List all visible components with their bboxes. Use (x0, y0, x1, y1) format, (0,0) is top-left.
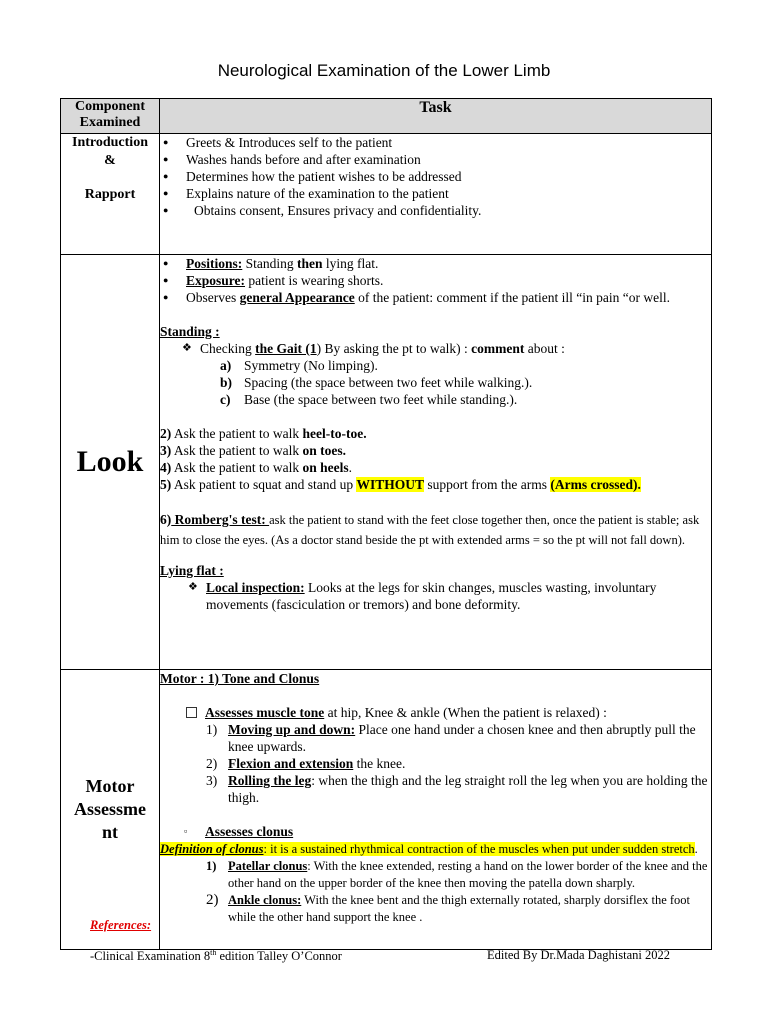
motor-task-cell (160, 670, 712, 950)
diamond-bullet-icon: ❖ (188, 581, 198, 593)
table-header-row (61, 99, 712, 134)
look-label: Look (61, 255, 160, 670)
reference-citation: -Clinical Examination 8th edition Talley O’Connor (90, 948, 342, 964)
list-item: 1) Moving up and down: Place one hand under a chosen knee and then abruptly pull the knee upwards. (206, 722, 696, 754)
edited-by: Edited By Dr.Mada Daghistani 2022 (487, 948, 670, 962)
motor-label-line: Assessme (74, 799, 146, 819)
list-item: Assesses muscle tone at hip, Knee & ankle (When the patient is relaxed) : (160, 704, 711, 721)
list-item: ❖ Checking the Gait (1) By asking the pt to walk) : comment about : (182, 341, 565, 356)
motor-heading: Motor : 1) Tone and Clonus (160, 671, 320, 686)
list-item: ● Observes general Appearance of the patient: comment if the patient ill “in pain “or well. (160, 289, 711, 306)
list-item: ❖ Local inspection: Looks at the legs for skin changes, muscles wasting, involuntary movements (fasciculation or tremors) and bone deformity. (188, 580, 657, 612)
walk-item: 2) Ask the patient to walk heel-to-toe. (160, 426, 367, 441)
motor-label-cell (61, 670, 160, 950)
intro-label-line: Introduction (72, 135, 148, 150)
gait-list (160, 357, 711, 408)
exam-table (60, 98, 712, 950)
list-item: ● Washes hands before and after examination (160, 151, 711, 168)
intro-label-cell (61, 134, 160, 255)
list-item: c) Base (the space between two feet while standing.). (220, 392, 518, 407)
look-task-cell (160, 255, 712, 670)
motor-label-line: nt (101, 822, 118, 842)
clonus-definition: Definition of clonus: it is a sustained rhythmical contraction of the muscles when put under sudden stretch. (160, 842, 698, 856)
references-label: References: (90, 918, 152, 932)
list-item: ● Positions: Standing then lying flat. (160, 255, 711, 272)
list-item: ● Greets & Introduces self to the patient (160, 134, 711, 151)
tone-list (160, 721, 711, 806)
list-item: 2) Ankle clonus: With the knee bent and the thigh externally rotated, sharply dorsiflex the foot while the other hand support the knee . (206, 892, 691, 924)
list-item: 3) Rolling the leg: when the thigh and the leg straight roll the leg when you are holding the thigh. (206, 773, 708, 805)
header-component: Component Examined (61, 99, 160, 134)
list-item: ● Explains nature of the examination to the patient (160, 185, 711, 202)
list-item: ● Determines how the patient wishes to be addressed (160, 168, 711, 185)
standing-heading: Standing : (160, 324, 220, 339)
lying-heading: Lying flat : (160, 563, 224, 578)
list-item: ● Exposure: patient is wearing shorts. (160, 272, 711, 289)
intro-label-line: & (104, 153, 116, 168)
square-bullet-icon: ▫ (184, 826, 188, 836)
table-row-motor (61, 670, 712, 950)
header-task: Task (160, 99, 712, 134)
romberg-item: 6) Romberg's test: ask the patient to stand with the feet close together then, once the patient is stable; ask him to close the eyes. (As a doctor stand beside the pt with extended arms = so the pt will not fall down). (160, 512, 700, 547)
walk-item: 5) Ask patient to squat and stand up WITHOUT support from the arms (Arms crossed). (160, 477, 641, 492)
intro-label-line: Rapport (84, 187, 136, 202)
table-row-look (61, 255, 712, 670)
list-item: b) Spacing (the space between two feet while walking.). (220, 375, 533, 390)
walk-item: 4) Ask the patient to walk on heels. (160, 460, 352, 475)
diamond-bullet-icon: ❖ (182, 342, 192, 354)
table-row-intro (61, 134, 712, 255)
walk-item: 3) Ask the patient to walk on toes. (160, 443, 346, 458)
list-item: ▫ Assesses clonus (184, 824, 294, 839)
motor-label-line: Motor (85, 776, 135, 796)
page-title: Neurological Examination of the Lower Limb (217, 61, 551, 80)
list-item: 2) Flexion and extension the knee. (206, 756, 406, 771)
list-item: 1) Patellar clonus: With the knee extended, resting a hand on the lower border of the knee and the other hand on the upper border of the knee then moving the patella down sharply. (206, 859, 708, 890)
list-item: a) Symmetry (No limping). (220, 358, 378, 373)
list-item: ● Obtains consent, Ensures privacy and confidentiality. (160, 202, 711, 219)
intro-task-cell (160, 134, 712, 255)
checkbox-bullet-icon (186, 707, 197, 718)
clonus-list (160, 858, 711, 926)
